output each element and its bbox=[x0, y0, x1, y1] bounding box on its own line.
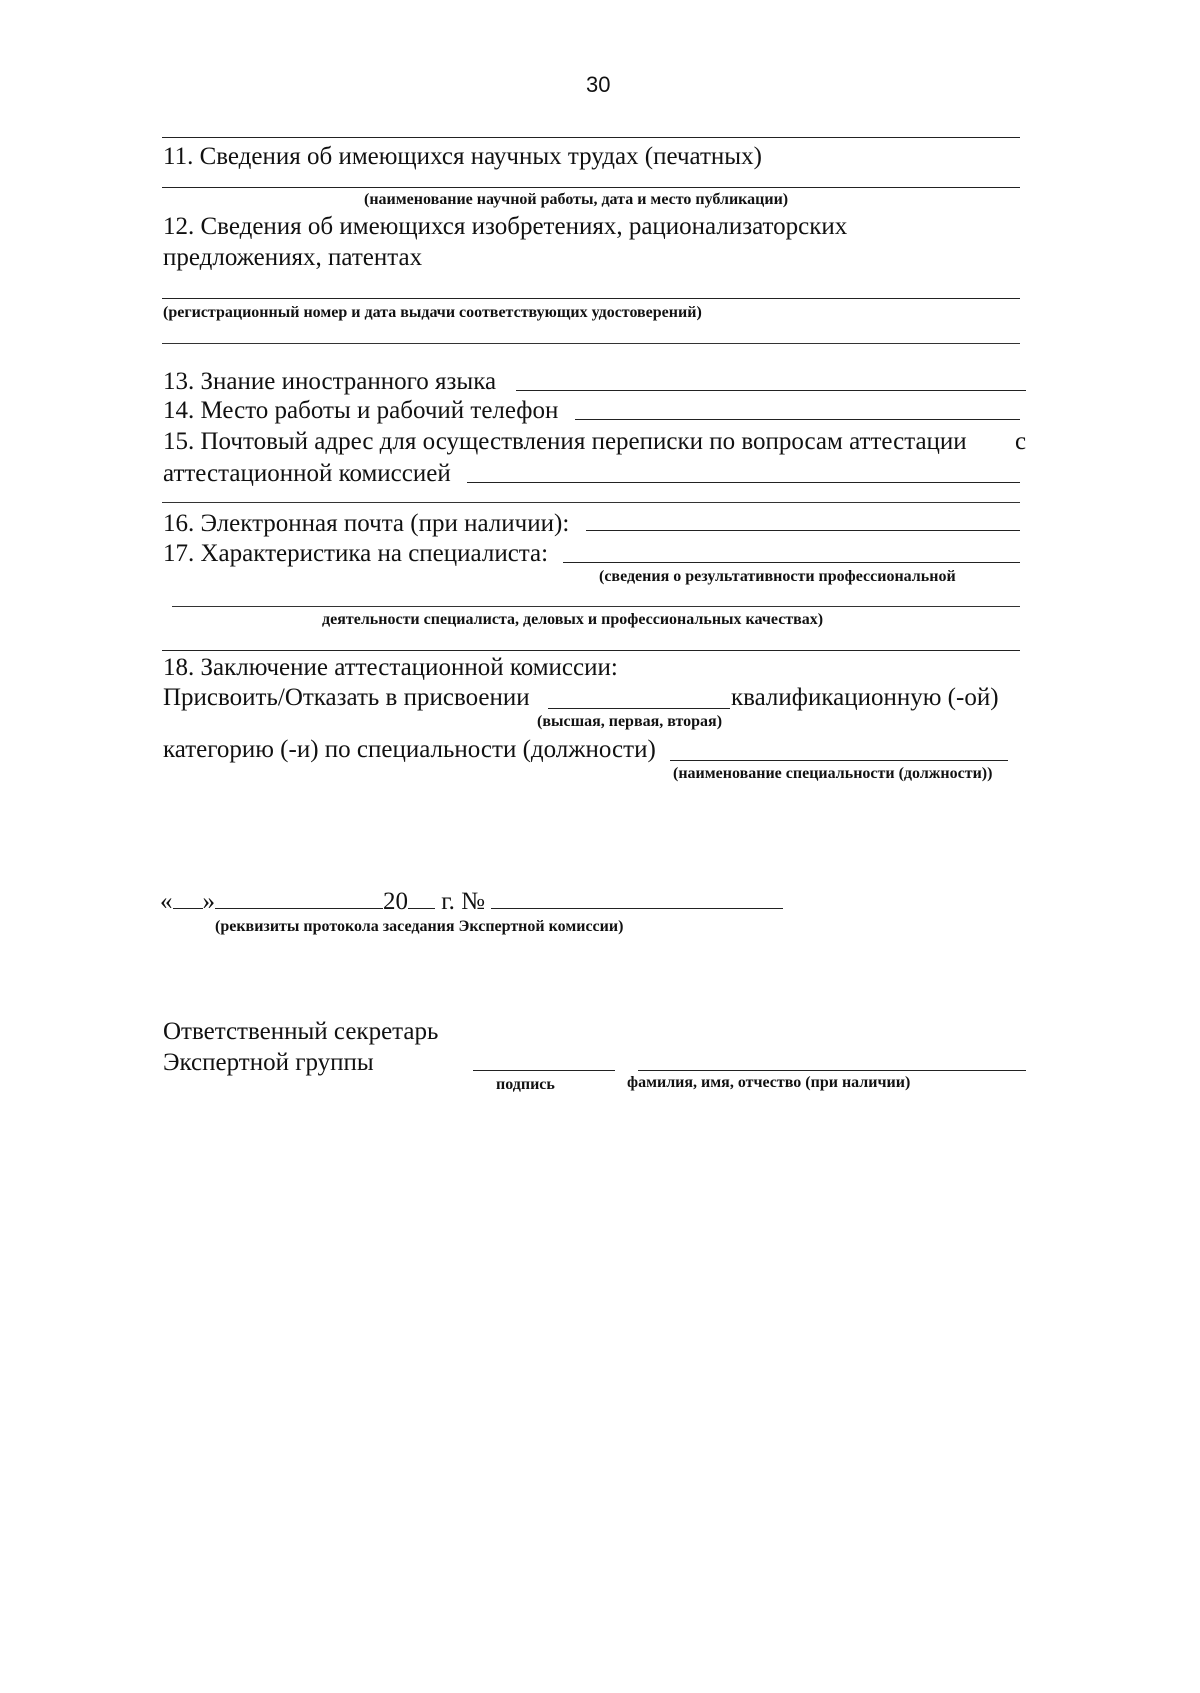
blank-line bbox=[548, 708, 730, 709]
blank-line bbox=[162, 137, 1020, 138]
item-13-label: 13. Знание иностранного языка bbox=[163, 368, 497, 395]
item-11-label: 11. Сведения об имеющихся научных трудах (печатных) bbox=[163, 143, 762, 170]
item-18-title: 18. Заключение аттестационной комиссии: bbox=[163, 654, 618, 681]
open-quote: « bbox=[160, 888, 173, 915]
item-11-hint: (наименование научной работы, дата и место публикации) bbox=[364, 191, 789, 208]
item-12-label-line2: предложениях, патентах bbox=[163, 244, 423, 271]
blank-line bbox=[467, 482, 1020, 483]
close-quote: » bbox=[202, 888, 215, 915]
signature-blank-line bbox=[473, 1070, 615, 1071]
item-17-hint-1: (сведения о результативности профессиональной bbox=[599, 568, 956, 585]
year-suffix: г. № bbox=[441, 888, 486, 915]
signature-title-line1: Ответственный секретарь bbox=[163, 1018, 439, 1045]
blank-line bbox=[162, 650, 1020, 651]
item-18-hint-1: (высшая, первая, вторая) bbox=[537, 713, 723, 730]
item-15-label-line1: 15. Почтовый адрес для осуществления переписки по вопросам аттестации bbox=[163, 428, 967, 455]
blank-line bbox=[162, 343, 1020, 344]
blank-line bbox=[575, 419, 1020, 420]
item-18-line2: категорию (-и) по специальности (должности) bbox=[163, 736, 656, 763]
blank-line bbox=[162, 187, 1020, 188]
year-prefix: 20 bbox=[383, 888, 408, 915]
item-12-hint: (регистрационный номер и дата выдачи соответствующих удостоверений) bbox=[163, 304, 702, 321]
blank-line bbox=[563, 562, 1020, 563]
blank-line bbox=[215, 888, 383, 909]
item-18-hint-2: (наименование специальности (должности)) bbox=[673, 765, 993, 782]
name-label: фамилия, имя, отчество (при наличии) bbox=[627, 1074, 911, 1091]
item-17-hint-2: деятельности специалиста, деловых и профессиональных качествах) bbox=[322, 611, 824, 628]
name-blank-line bbox=[638, 1070, 1026, 1071]
item-16-label: 16. Электронная почта (при наличии): bbox=[163, 510, 570, 537]
item-14-label: 14. Место работы и рабочий телефон bbox=[163, 397, 559, 424]
protocol-hint: (реквизиты протокола заседания Экспертной комиссии) bbox=[215, 918, 624, 935]
blank-line bbox=[172, 606, 1020, 607]
signature-title-line2: Экспертной группы bbox=[163, 1049, 374, 1076]
blank-line bbox=[173, 888, 203, 909]
blank-line bbox=[162, 502, 1020, 503]
blank-line bbox=[491, 888, 783, 909]
item-15-label-line1-end: с bbox=[1015, 428, 1027, 455]
blank-line bbox=[586, 530, 1020, 531]
blank-line bbox=[670, 760, 1008, 761]
signature-label: подпись bbox=[496, 1076, 555, 1093]
blank-line bbox=[408, 888, 435, 909]
blank-line bbox=[516, 390, 1026, 391]
blank-line bbox=[162, 298, 1020, 299]
protocol-date-line bbox=[160, 888, 783, 916]
item-18-line1-end: квалификационную (-ой) bbox=[731, 684, 999, 711]
item-17-label: 17. Характеристика на специалиста: bbox=[163, 540, 549, 567]
item-12-label-line1: 12. Сведения об имеющихся изобретениях, рационализаторских bbox=[163, 213, 848, 240]
item-18-line1-start: Присвоить/Отказать в присвоении bbox=[163, 684, 530, 711]
page-number: 30 bbox=[586, 72, 611, 97]
item-15-label-line2: аттестационной комиссией bbox=[163, 460, 451, 487]
